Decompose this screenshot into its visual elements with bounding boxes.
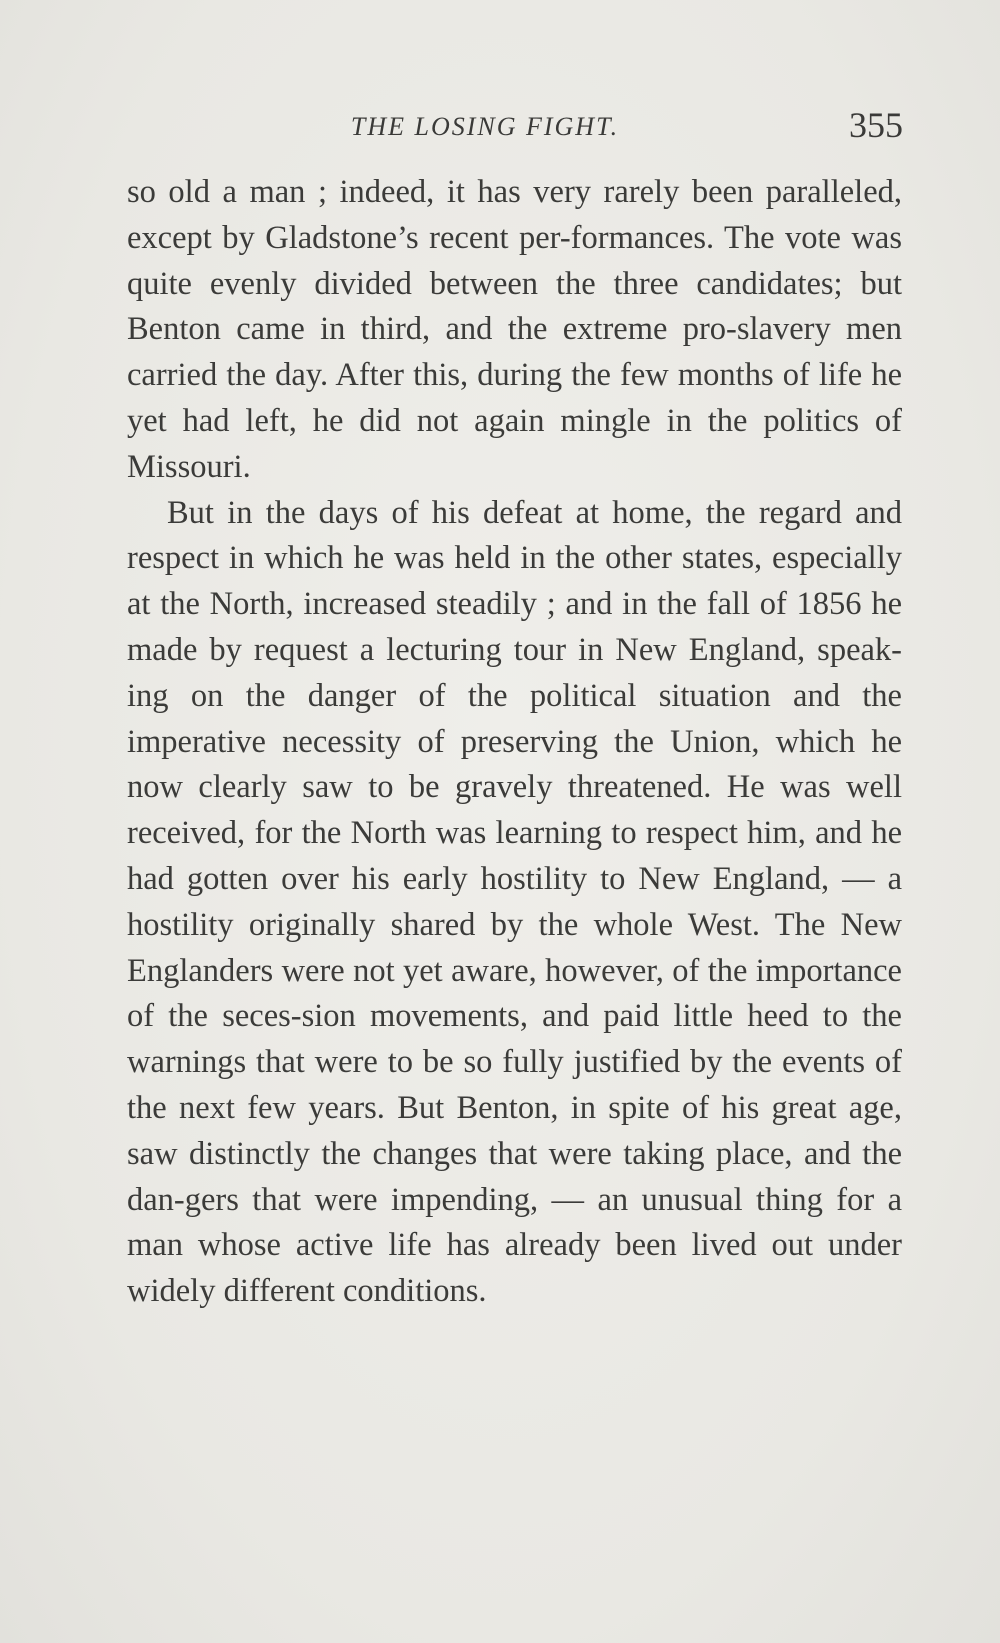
body-text	[127, 170, 902, 1315]
running-title: THE LOSING FIGHT.	[350, 112, 620, 141]
page-number: 355	[849, 105, 903, 145]
paragraph-continued: so old a man ; indeed, it has very rarely been paralleled, except by Gladstone’s recent per-formances. The vote was quite evenly divided between the three candidates; but Benton came in third, and the extreme pro-slavery men carried the day. After this, during the few months of life he yet had left, he did not again mingle in the politics of Missouri.	[127, 174, 902, 485]
paragraph: But in the days of his defeat at home, the regard and respect in which he was held in the other states, especially at the North, increased steadily ; and in the fall of 1856 he made by request a lecturing tour in New England, speak-ing on the danger of the political situation and the imperative necessity of preserving the Union, which he now clearly saw to be gravely threatened. He was well received, for the North was learning to respect him, and he had gotten over his early hostility to New England, — a hostility originally shared by the whole West. The New Englanders were not yet aware, however, of the importance of the seces-sion movements, and paid little heed to the warnings that were to be so fully justified by the events of the next few years. But Benton, in spite of his great age, saw distinctly the changes that were taking place, and the dan-gers that were impending, — an unusual thing for a man whose active life has already been lived out under widely different conditions.	[127, 494, 902, 1310]
page-header	[127, 104, 903, 154]
